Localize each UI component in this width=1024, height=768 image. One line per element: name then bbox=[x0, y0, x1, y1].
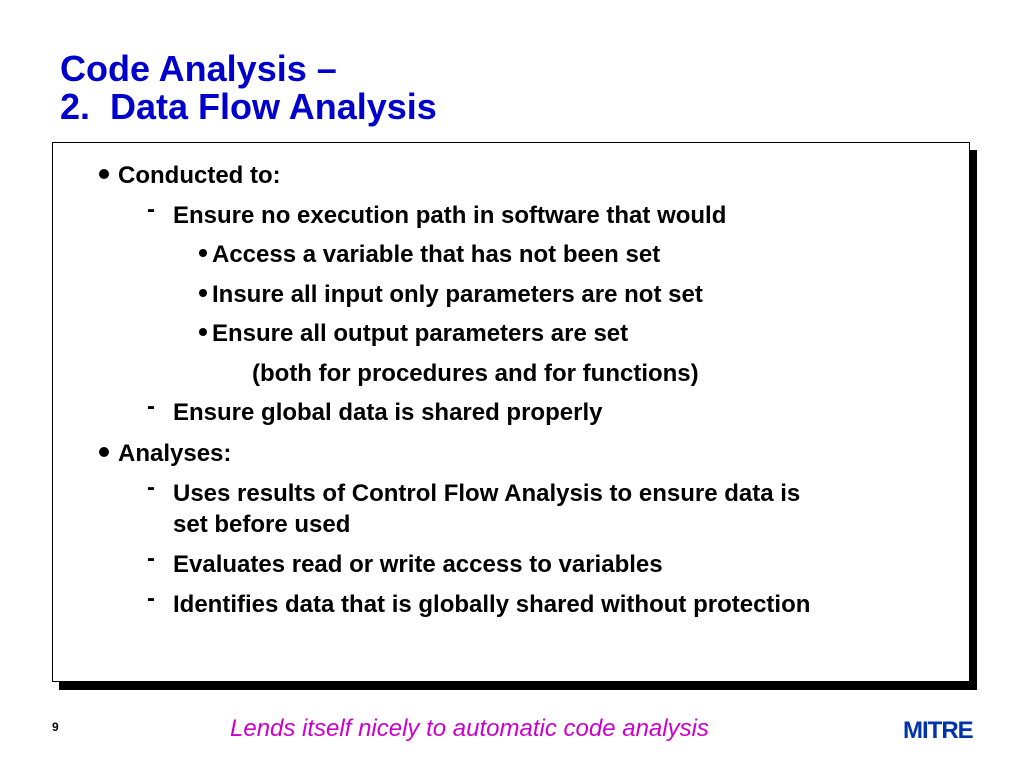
sub-sub-bullet-input-params: Insure all input only parameters are not set bbox=[199, 282, 703, 308]
logo-text: MITRE bbox=[903, 717, 973, 744]
bullet-dot-icon bbox=[99, 169, 109, 179]
dash-icon: - bbox=[147, 545, 155, 572]
bullet-dot-icon bbox=[199, 289, 207, 297]
sub-sub-bullet-access-variable: Access a variable that has not been set bbox=[199, 242, 660, 268]
title-line-2: 2. Data Flow Analysis bbox=[60, 86, 437, 127]
bullet-conducted: Conducted to: bbox=[99, 163, 281, 189]
sub-bullet-control-flow-cont: set before used bbox=[173, 511, 351, 538]
slide-title bbox=[60, 50, 437, 126]
output-params-note: (both for procedures and for functions) bbox=[252, 360, 699, 387]
dash-icon: - bbox=[147, 585, 155, 612]
footer-note: Lends itself nicely to automatic code analysis bbox=[230, 715, 709, 742]
sub-sub-bullet-output-params: Ensure all output parameters are set bbox=[199, 321, 628, 347]
content-box: Conducted to: - Ensure no execution path in software that would Access a variable that has not been set Insure all input only parameters are not set Ensure all output parameters are set (both for procedures and for functions) - Ensure global data is shared properly Analyses: - Uses results of Control Flow Analysis to ensure data is set before used - Evaluates read or write access to variables - Identifies data that is globally shared without protection bbox=[52, 142, 970, 682]
mitre-logo bbox=[903, 714, 983, 744]
bullet-analyses: Analyses: bbox=[99, 441, 231, 467]
bullet-dot-icon bbox=[99, 447, 109, 457]
title-line-1: Code Analysis – bbox=[60, 48, 337, 89]
bullet-dot-icon bbox=[199, 249, 207, 257]
dash-icon: - bbox=[147, 196, 155, 223]
page-number: 9 bbox=[52, 720, 59, 734]
bullet-dot-icon bbox=[199, 328, 207, 336]
dash-icon: - bbox=[147, 474, 155, 501]
dash-icon: - bbox=[147, 393, 155, 420]
